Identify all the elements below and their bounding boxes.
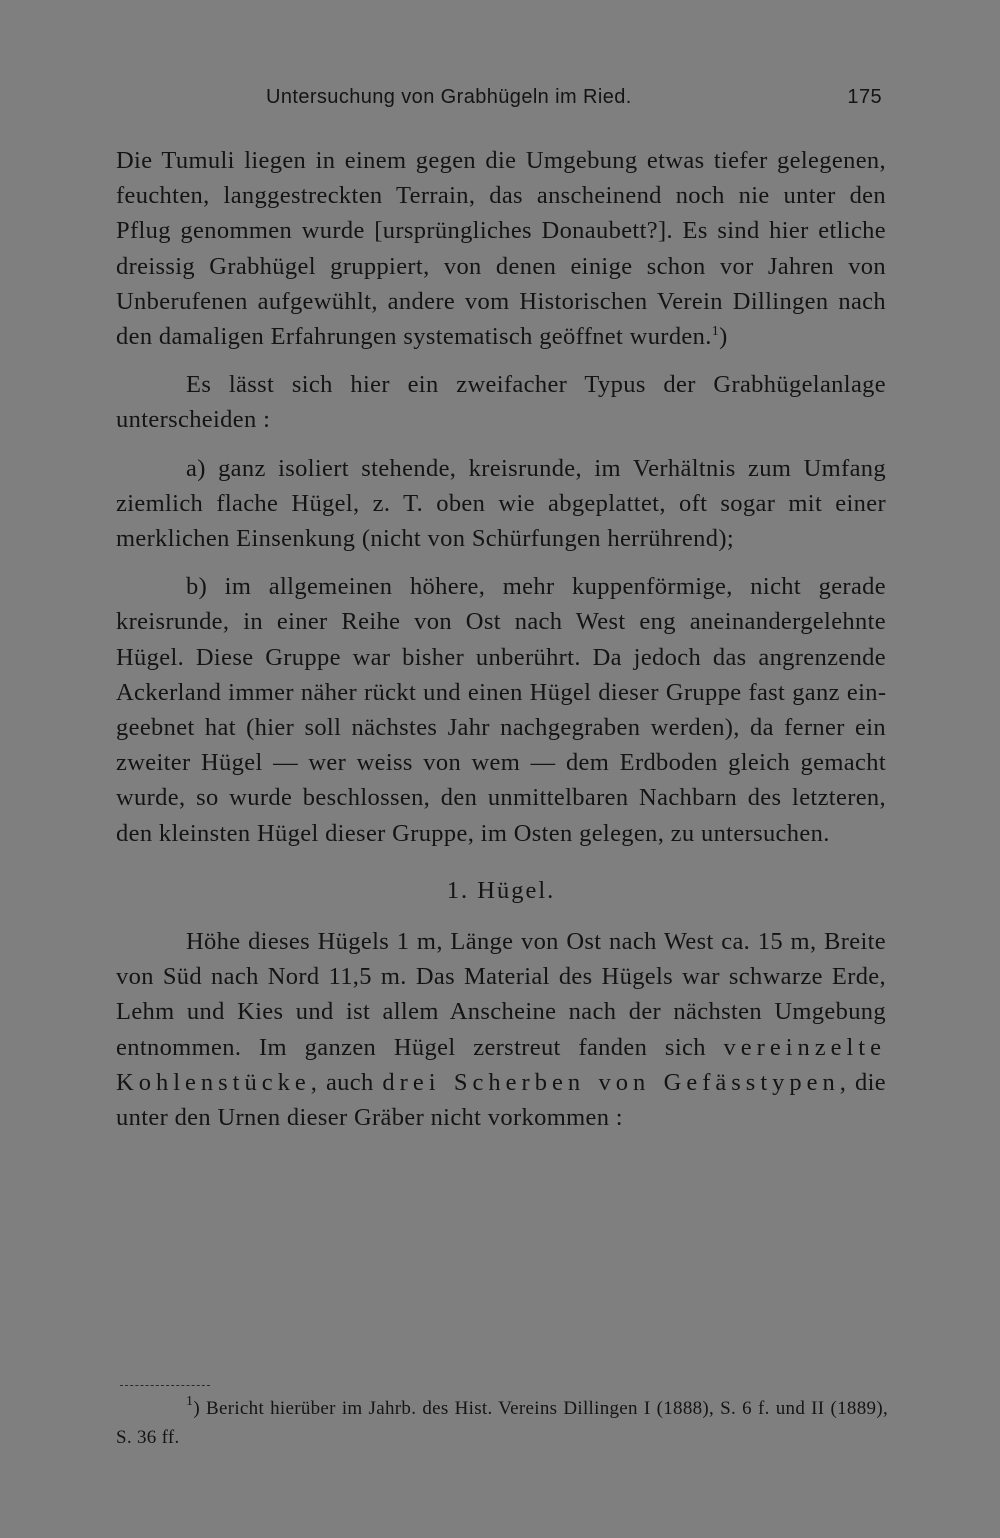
running-title: Untersuchung von Grabhügeln im Ried. (266, 86, 632, 108)
page-number: 175 (847, 86, 882, 108)
footnote-marker: 1 (186, 1394, 194, 1409)
paragraph-type-b: b) im allgemeinen höhere, mehr kuppenförmige, nicht gerade kreisrunde, in einer Reihe von Ost nach West eng aneinandergelehnte Hügel. Diese Gruppe war bisher unberührt. Da jedoch das angrenzende Ackerland immer näher rückt und einen Hügel dieser Gruppe fast ganz eingeebnet hat (hier soll nächstes Jahr nachgegraben werden), da ferner ein zweiter Hügel — wer weiss von wem — dem Erdboden gleich gemacht wurde, so wurde beschlossen, den unmittelbaren Nachbarn des letzteren, den kleinsten Hügel dieser Gruppe, im Osten gelegen, zu untersuchen. (116, 573, 886, 847)
paragraph-typology-intro: Es lässt sich hier ein zweifacher Typus der Grabhügelanlage unterscheiden : (116, 371, 886, 434)
paragraph-type-a: a) ganz isoliert stehende, kreisrunde, im Verhältnis zum Umfang ziemlich flache Hügel, z. T. oben wie abgeplattet, oft sogar mit einer merklichen Einsenkung (nicht von Schürfungen herrührend); (116, 454, 886, 553)
footnote-reference-paren: ) (719, 323, 728, 351)
paragraph-text: Die Tumuli liegen in einem gegen die Umgebung etwas tiefer gelegenen, feuchten, langgestreckten Terrain, das anscheinend noch nie unter den Pflug genommen wurde [ursprüngliches Donaubett?]. Es sind hier etliche dreissig Grabhügel gruppiert, von denen einige schon vor Jahren von Unberufenen aufgewühlt, andere vom Historischen Verein Dillingen nach den damaligen Erfahrungen systematisch geöffnet wurden. (116, 147, 886, 351)
footnote-body (116, 1394, 888, 1452)
running-header (116, 86, 888, 116)
paragraph-tumuli-location (116, 143, 886, 354)
footnote-separator (120, 1385, 210, 1386)
main-text (116, 143, 886, 1135)
spaced-emphasis: drei Scherben von Gefässtypen (382, 1068, 840, 1096)
paragraph-text: , die unter den Urnen dieser Gräber nicht vorkommen : (116, 1068, 886, 1132)
paragraph-text: Höhe dieses Hügels 1 m, Länge von Ost nach West ca. 15 m, Breite von Süd nach Nord 11,5 m. Das Material des Hügels war schwarze Erde, Lehm und Kies und ist allem Anscheine nach der nächsten Umgebung entnommen. Im ganzen Hügel zerstreut fanden sich (116, 928, 886, 1061)
footnote (116, 1394, 888, 1452)
footnote-reference: 1 (711, 324, 720, 340)
paragraph-text: , auch (310, 1068, 374, 1096)
section-heading: 1. Hügel. (446, 876, 556, 904)
paragraph-mound-description (116, 924, 886, 1135)
spaced-emphasis: vereinzelte Kohlenstücke (116, 1033, 886, 1096)
footnote-text: ) Bericht hierüber im Jahrb. des Hist. Vereins Dillingen I (1888), S. 6 f. und II (1889), S. 36 ff. (116, 1398, 888, 1448)
